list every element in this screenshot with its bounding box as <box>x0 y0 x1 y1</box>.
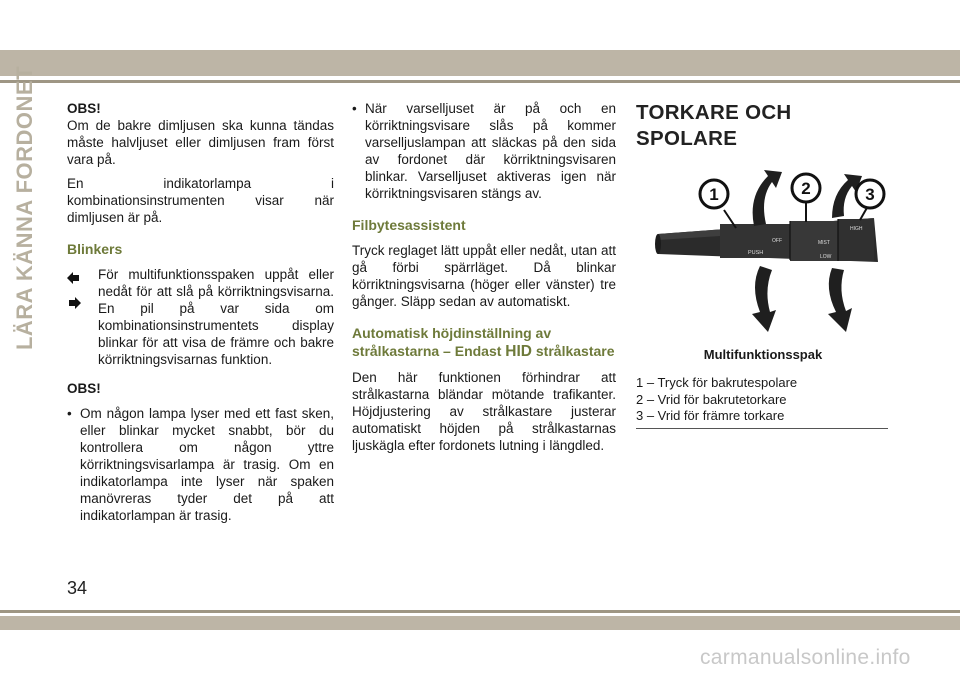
page-number: 34 <box>67 578 88 598</box>
bullet-text: När varselljuset är på och en körriktningsvisare slås på kommer varselljuslampan att släckas på den sida av fordonet där körriktningsvisaren blinkar. Varselljuset aktiveras igen när körriktningsvisaren stängs av. <box>365 101 616 201</box>
column-right <box>636 100 890 429</box>
blinkers-heading: Blinkers <box>67 241 123 257</box>
multifunction-stalk-figure <box>636 166 890 342</box>
list-item <box>352 100 616 202</box>
turn-signal-arrows-icon <box>67 272 81 312</box>
auto-leveling-heading-line2-end: strålkastare <box>532 343 615 359</box>
header-rule <box>0 80 960 83</box>
obs-heading: OBS! <box>67 101 101 116</box>
auto-leveling-heading <box>352 324 616 361</box>
list-item <box>67 405 334 524</box>
auto-leveling-heading-hid: HID <box>505 343 532 360</box>
section-title: TORKARE OCH SPOLARE <box>636 101 792 150</box>
bullet-dot: • <box>67 406 72 421</box>
footer-rule <box>0 610 960 613</box>
multifunction-stalk-illustration <box>636 166 890 342</box>
obs-heading-2: OBS! <box>67 381 101 396</box>
bullet-text: Om någon lampa lyser med ett fast sken, eller blinkar mycket snabbt, bör du kontrollera om någon yttre körriktningsvisarlampa är trasig. Om en indikatorlampa inte lyser när spaken manövreras tyder det på att indikatorlampan är trasig. <box>80 406 334 523</box>
figure-caption: Multifunktionsspak <box>703 347 823 362</box>
side-section-tab-label: LÄRA KÄNNA FORDONET <box>12 65 37 351</box>
bullet-dot: • <box>352 101 357 116</box>
column-middle <box>352 100 616 461</box>
callout-3: 3 <box>865 185 875 204</box>
legend-item: 3 – Vrid för främre torkare <box>636 408 785 423</box>
stalk-off-text: OFF <box>772 238 782 244</box>
auto-leveling-heading-line1: Automatisk höjdinställning av <box>352 325 552 341</box>
stalk-push-text: PUSH <box>748 250 764 256</box>
auto-leveling-text: Den här funktionen förhindrar att strålkastarna bländar mötande trafikanter. Höjdjustering av strålkastare justerar automatiskt höjden på strålkastarnas ljuskägla efter fordonets lutning i längdled. <box>352 370 616 453</box>
blinkers-section <box>67 266 334 368</box>
legend-divider <box>636 428 888 429</box>
column-left <box>67 100 334 531</box>
watermark: carmanualsonline.info <box>700 646 911 669</box>
side-section-tab <box>0 65 50 351</box>
stalk-mist-text: MIST <box>818 240 830 246</box>
callout-2: 2 <box>801 179 811 198</box>
footer-band <box>0 616 960 630</box>
legend-item: 1 – Tryck för bakrutespolare <box>636 375 798 390</box>
stalk-high-text: HIGH <box>850 226 863 232</box>
indicator-text: En indikatorlampa i kombinationsinstrumenten visar när dimljusen är på. <box>67 176 334 225</box>
legend-item: 2 – Vrid för bakrutetorkare <box>636 391 787 407</box>
blinkers-text: För multifunktionsspaken uppåt eller nedåt för att slå på körriktningsvisarna. En pil på var sida om kombinationsinstrumentets display blinkar för att visa de främre och bakre körriktningsvisarnas funktion. <box>98 267 334 367</box>
header-band <box>0 50 960 76</box>
stalk-low-text: LOW <box>820 254 832 260</box>
callout-1: 1 <box>709 185 719 204</box>
obs-text: Om de bakre dimljusen ska kunna tändas måste halvljuset eller dimljusen fram först vara på. <box>67 118 334 167</box>
lane-change-text: Tryck reglaget lätt uppåt eller nedåt, utan att gå förbi spärrläget. Då blinkar körriktningsvisarna (höger eller vänster) tre gånger. Släpp sedan av automatiskt. <box>352 243 616 309</box>
auto-leveling-heading-line2: strålkastarna – Endast <box>352 343 506 359</box>
lane-change-heading: Filbytesassistent <box>352 217 466 233</box>
